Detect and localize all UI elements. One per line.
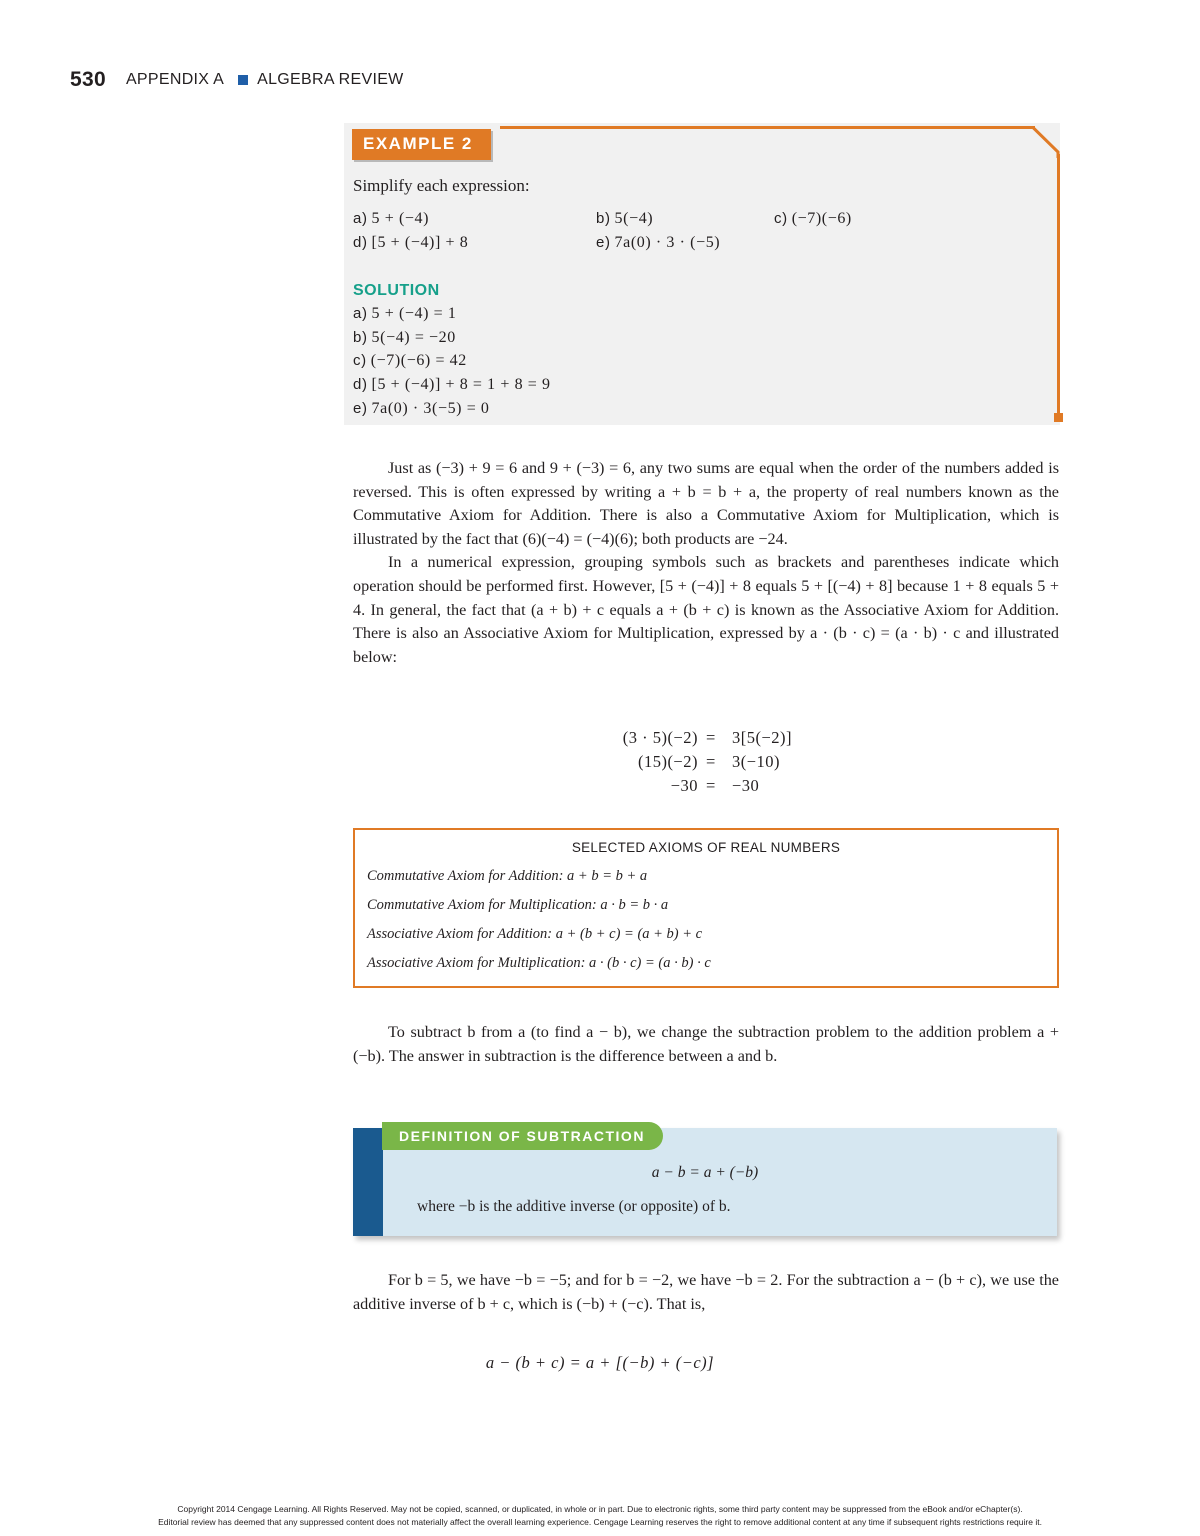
axiom-commutative-multiplication: Commutative Axiom for Multiplication: a · b = b · a xyxy=(367,897,669,913)
axiom-associative-multiplication: Associative Axiom for Multiplication: a · (b · c) = (a · b) · c xyxy=(367,955,711,971)
paragraph-commutative: Just as (−3) + 9 = 6 and 9 + (−3) = 6, any two sums are equal when the order of the numbers added is reversed. This is often expressed by writing a + b = b + a, the property of real numbers known as the Commutative Axiom for Addition. There is also a Commutative Axiom for Multiplication, which is illustrated by the fact that (6)(−4) = (−4)(6); both products are −24. xyxy=(353,459,1059,548)
axioms-box xyxy=(353,828,1059,988)
assoc-eq-right-1: 3[5(−2)] xyxy=(732,728,793,747)
assoc-eq-sign-2: = xyxy=(706,752,716,771)
problem-b: b) 5(−4) xyxy=(596,210,654,227)
appendix-label: APPENDIX A xyxy=(125,71,225,88)
footer-line-1: Copyright 2014 Cengage Learning. All Rights Reserved. May not be copied, scanned, or duplicated, in whole or in part. Due to electronic rights, some third party content may be suppressed from the eBook and/or eChapter(s). xyxy=(177,1504,1023,1514)
body-text-commutative xyxy=(353,457,1059,669)
solution-d: d) [5 + (−4)] + 8 = 1 + 8 = 9 xyxy=(353,376,551,393)
assoc-eq-left-2: (15)(−2) xyxy=(637,752,698,771)
example-prompt: Simplify each expression: xyxy=(353,176,530,195)
definition-sidebar xyxy=(353,1128,383,1236)
axiom-commutative-addition: Commutative Axiom for Addition: a + b = b + a xyxy=(367,868,648,884)
paragraph-subtraction: To subtract b from a (to find a − b), we change the subtraction problem to the addition problem a + (−b). The answer in subtraction is the difference between a and b. xyxy=(353,1023,1059,1065)
footer-line-2: Editorial review has deemed that any suppressed content does not materially affect the overall learning experience. Cengage Learning reserves the right to remove additional content at any time if subsequent rights restrictions require it. xyxy=(158,1517,1042,1527)
assoc-eq-right-3: −30 xyxy=(732,776,760,795)
final-equation: a − (b + c) = a + [(−b) + (−c)] xyxy=(485,1353,715,1372)
definition-formula: a − b = a + (−b) xyxy=(651,1164,759,1181)
example-label: EXAMPLE 2 xyxy=(352,129,491,160)
definition-box xyxy=(353,1128,1057,1236)
page-number: 530 xyxy=(70,68,106,91)
example-border-top xyxy=(500,126,1035,129)
assoc-eq-sign-3: = xyxy=(706,776,716,795)
example-border-right xyxy=(1057,154,1060,416)
axioms-title: SELECTED AXIOMS OF REAL NUMBERS xyxy=(571,840,841,855)
copyright-footer xyxy=(0,1503,1200,1529)
body-text-subtraction xyxy=(353,1021,1059,1068)
assoc-eq-left-3: −30 xyxy=(670,776,698,795)
definition-note: where −b is the additive inverse (or opposite) of b. xyxy=(417,1198,731,1215)
assoc-eq-sign-1: = xyxy=(706,728,716,747)
problem-a: a) 5 + (−4) xyxy=(353,210,430,227)
section-title: ALGEBRA REVIEW xyxy=(257,71,404,88)
square-bullet-icon xyxy=(238,75,248,85)
solution-c: c) (−7)(−6) = 42 xyxy=(353,352,467,369)
problem-e: e) 7a(0) · 3 · (−5) xyxy=(596,234,721,251)
solution-a: a) 5 + (−4) = 1 xyxy=(353,305,457,322)
axiom-associative-addition: Associative Axiom for Addition: a + (b + c) = (a + b) + c xyxy=(367,926,703,942)
definition-label: DEFINITION OF SUBTRACTION xyxy=(382,1122,663,1150)
problem-c: c) (−7)(−6) xyxy=(774,210,852,227)
paragraph-inverse: For b = 5, we have −b = −5; and for b = −2, we have −b = 2. For the subtraction a − (b + c), we use the additive inverse of b + c, which is (−b) + (−c). That is, xyxy=(353,1271,1059,1313)
body-text-inverse xyxy=(353,1269,1059,1316)
solution-b: b) 5(−4) = −20 xyxy=(353,329,456,346)
assoc-eq-left-1: (3 · 5)(−2) xyxy=(622,728,698,747)
solution-label: SOLUTION xyxy=(353,282,440,299)
problem-d: d) [5 + (−4)] + 8 xyxy=(353,234,469,251)
example-border-end-dot xyxy=(1054,413,1063,422)
paragraph-associative: In a numerical expression, grouping symbols such as brackets and parentheses indicate which operation should be performed first. However, [5 + (−4)] + 8 equals 5 + [(−4) + 8] because 1 + 8 equals 5 + 4. In general, the fact that (a + b) + c equals a + (b + c) is known as the Associative Axiom for Addition. There is also an Associative Axiom for Multiplication, expressed by a · (b · c) = (a · b) · c and illustrated below: xyxy=(353,553,1059,666)
assoc-eq-right-2: 3(−10) xyxy=(732,752,781,771)
running-header xyxy=(70,68,404,92)
solution-e: e) 7a(0) · 3(−5) = 0 xyxy=(353,400,490,417)
